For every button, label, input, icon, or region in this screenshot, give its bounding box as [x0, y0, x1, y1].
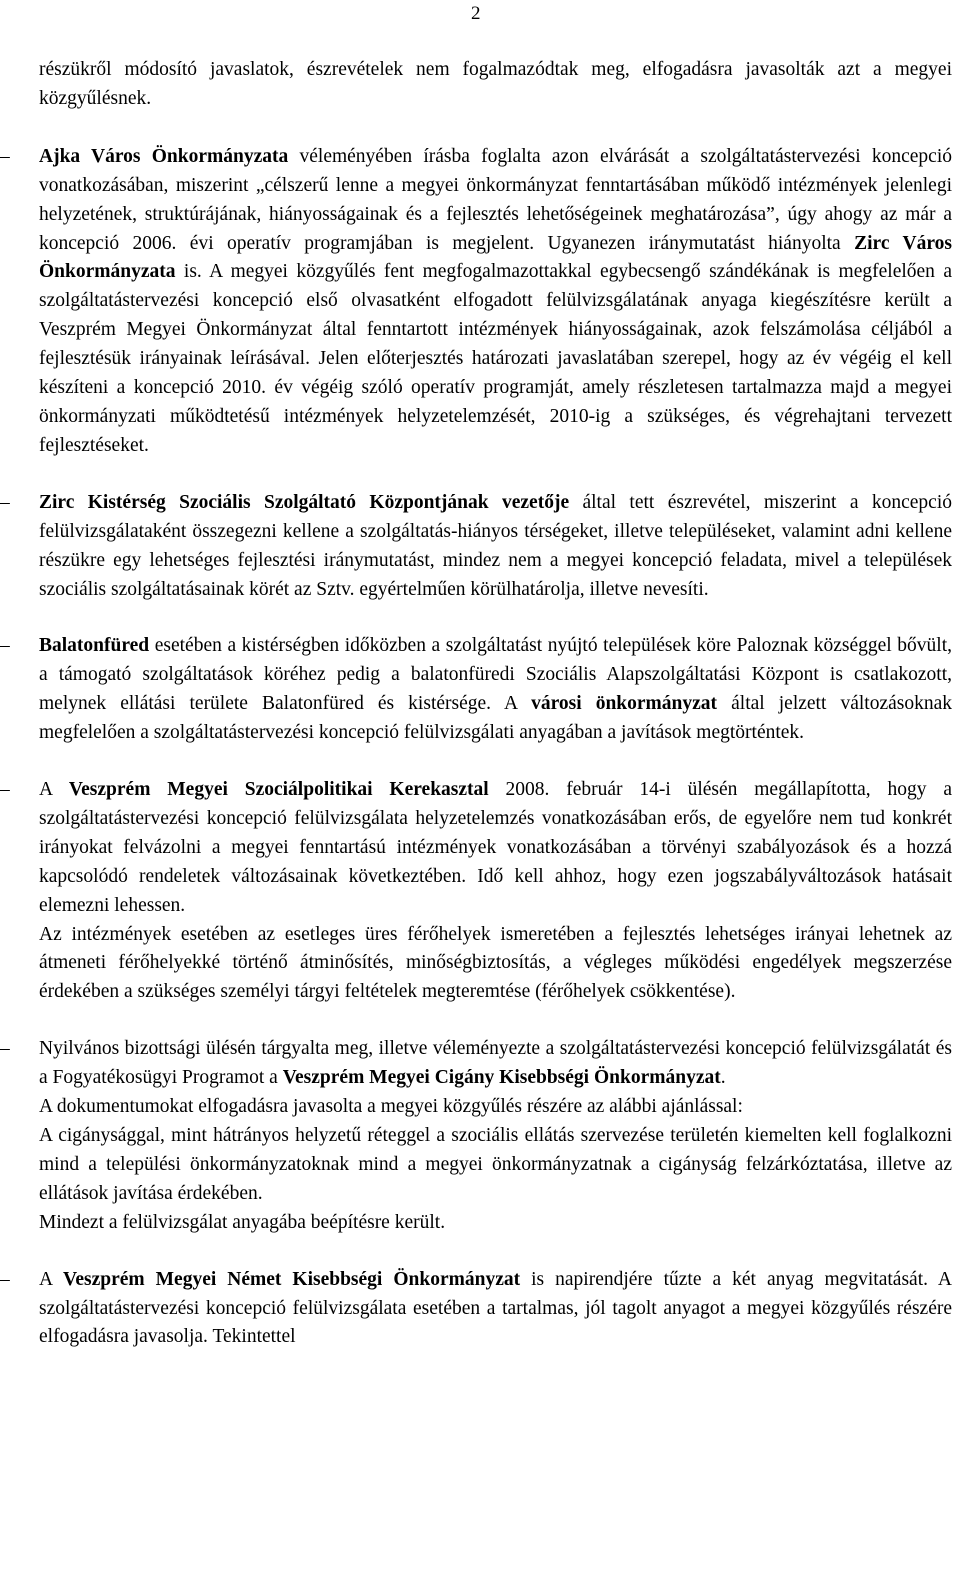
intro-paragraph: részükről módosító javaslatok, észrevételek nem fogalmazódtak meg, elfogadásra javasolták azt a megyei közgyűlésnek. — [39, 59, 952, 109]
list-item-nemet-kisebbsegi — [0, 1266, 952, 1353]
list-item-cigany-kisebbsegi — [0, 1035, 952, 1237]
dash-bullet: – — [0, 1038, 10, 1060]
dash-bullet: – — [0, 491, 10, 513]
item-paragraph: A Veszprém Megyei Szociálpolitikai Kerekasztal 2008. február 14-i ülésén megállapította, hogy a szolgáltatástervezési koncepció felülvizsgálata helyzetelemzés vonatkozásában erős, de egyelőre nem tud konkrét irányokat felvázolni a megyei fenntartású intézmények vonatkozásában a törvényi szabályozások és a hozzá kapcsolódó rendeletek változásainak következtében. Idő kell ahhoz, hogy ezen jogszabályváltozások hatásait elemezni lehessen. — [39, 779, 952, 916]
item-paragraph: Zirc Kistérség Szociális Szolgáltató Központjának vezetője által tett észrevétel, miszerint a koncepció felülvizsgálataként összegezni kellene a szolgáltatás-hiányos térségeket, illetve településeket, valamint adni kellene részükre egy lehetséges fejlesztési iránymutatást, mindez nem a megyei koncepció feladata, mivel a települések szociális szolgáltatásainak körét az Sztv. egyértelműen körülhatárolja, illetve nevesíti. — [39, 491, 952, 600]
bold-entity: Balatonfüred — [39, 635, 150, 657]
dash-bullet: – — [0, 635, 10, 657]
item-paragraph: Ajka Város Önkormányzata véleményében írásba foglalta azon elvárását a szolgáltatástervezési koncepció vonatkozásában, miszerint „célszerű lenne a megyei önkormányzat fenntartásában működő intézmények jelenlegi helyzetének, struktúrájának, hiányosságainak és a fejlesztés lehetőségeinek meghatározása”, úgy ahogy az már a koncepció 2006. évi operatív programjában is megjelent. Ugyanezen iránymutatást hiányolta Zirc Város Önkormányzata is. A megyei közgyűlés fent megfogalmazottakkal egybecsengő szándékának is megfelelően a szolgáltatástervezési koncepció első olvasatként elfogadott felülvizsgálatának anyaga kiegészítésre került a Veszprém Megyei Önkormányzat által fenntartott intézmények hiányosságainak, azok felszámolása céljából a fejlesztésük irányainak leírásával. Jelen előterjesztés határozati javaslatában szerepel, hogy az év végéig el kell készíteni a koncepció 2010. év végéig szóló operatív programját, amely részletesen tartalmazza majd a megyei önkormányzati működtetésű intézmények helyzetelemzését, 2010-ig a szükséges, és végrehajtani tervezett fejlesztéseket. — [39, 145, 952, 456]
bold-entity: városi önkormányzat — [531, 693, 718, 715]
item-paragraph: A cigánysággal, mint hátrányos helyzetű réteggel a szociális ellátás szervezése területén kiemelten kell foglalkozni mind a települési önkormányzatoknak mind a megyei önkormányzatnak a cigányság felzárkóztatása, illetve az ellátások javítása érdekében. — [39, 1125, 952, 1204]
list-item-ajka — [0, 143, 952, 461]
list-item-balatonfured — [0, 632, 952, 748]
page-number: 2 — [471, 3, 481, 24]
dash-bullet: – — [0, 145, 10, 167]
bold-entity: Veszprém Megyei Német Kisebbségi Önkormányzat — [63, 1268, 521, 1290]
item-paragraph: A Veszprém Megyei Német Kisebbségi Önkormányzat is napirendjére tűzte a két anyag megvitatását. A szolgáltatástervezési koncepció felülvizsgálata esetében a tartalmas, jól tagolt anyagot a megyei közgyűlés részére elfogadásra javasolja. Tekintettel — [39, 1268, 952, 1348]
dash-bullet: – — [0, 779, 10, 801]
bold-entity: Veszprém Megyei Cigány Kisebbségi Önkormányzat — [282, 1067, 721, 1089]
bold-entity: Veszprém Megyei Szociálpolitikai Kerekasztal — [68, 779, 489, 801]
dash-bullet: – — [0, 1268, 10, 1290]
bold-entity: Zirc Kistérség Szociális Szolgáltató Központjának vezetője — [39, 491, 570, 513]
list-item-zirc-kisterseg — [0, 489, 952, 605]
item-paragraph: Balatonfüred esetében a kistérségben időközben a szolgáltatást nyújtó települések köre Paloznak községgel bővült, a támogató szolgáltatások köréhez pedig a balatonfüredi Szociális Alapszolgáltatási Központ is csatlakozott, melynek ellátási területe Balatonfüred és kistérsége. A városi önkormányzat által jelzett változásoknak megfelelően a szolgáltatástervezési koncepció felülvizsgálati anyagában a javítások megtörténtek. — [39, 635, 952, 744]
bold-entity: Ajka Város Önkormányzata — [39, 145, 289, 167]
list-item-kerekasztal — [0, 776, 952, 1007]
item-paragraph: Nyilvános bizottsági ülésén tárgyalta meg, illetve véleményezte a szolgáltatástervezési koncepció felülvizsgálatát és a Fogyatékosügyi Programot a Veszprém Megyei Cigány Kisebbségi Önkormányzat. — [39, 1038, 952, 1089]
item-paragraph: A dokumentumokat elfogadásra javasolta a megyei közgyűlés részére az alábbi ajánlással: — [39, 1096, 743, 1118]
item-paragraph: Mindezt a felülvizsgálat anyagába beépítésre került. — [39, 1211, 446, 1233]
bold-entity: Zirc Város Önkormányzata — [39, 232, 952, 283]
item-paragraph: Az intézmények esetében az esetleges üres férőhelyek ismeretében a fejlesztés lehetséges irányai lehetnek az átmeneti férőhelyekké történő átminősítés, minőségbiztosítás, a végleges működési engedélyek megszerzése érdekében a szükséges személyi tárgyi feltételek megteremtése (férőhelyek csökkentése). — [39, 923, 952, 1003]
document-body — [0, 56, 952, 1352]
